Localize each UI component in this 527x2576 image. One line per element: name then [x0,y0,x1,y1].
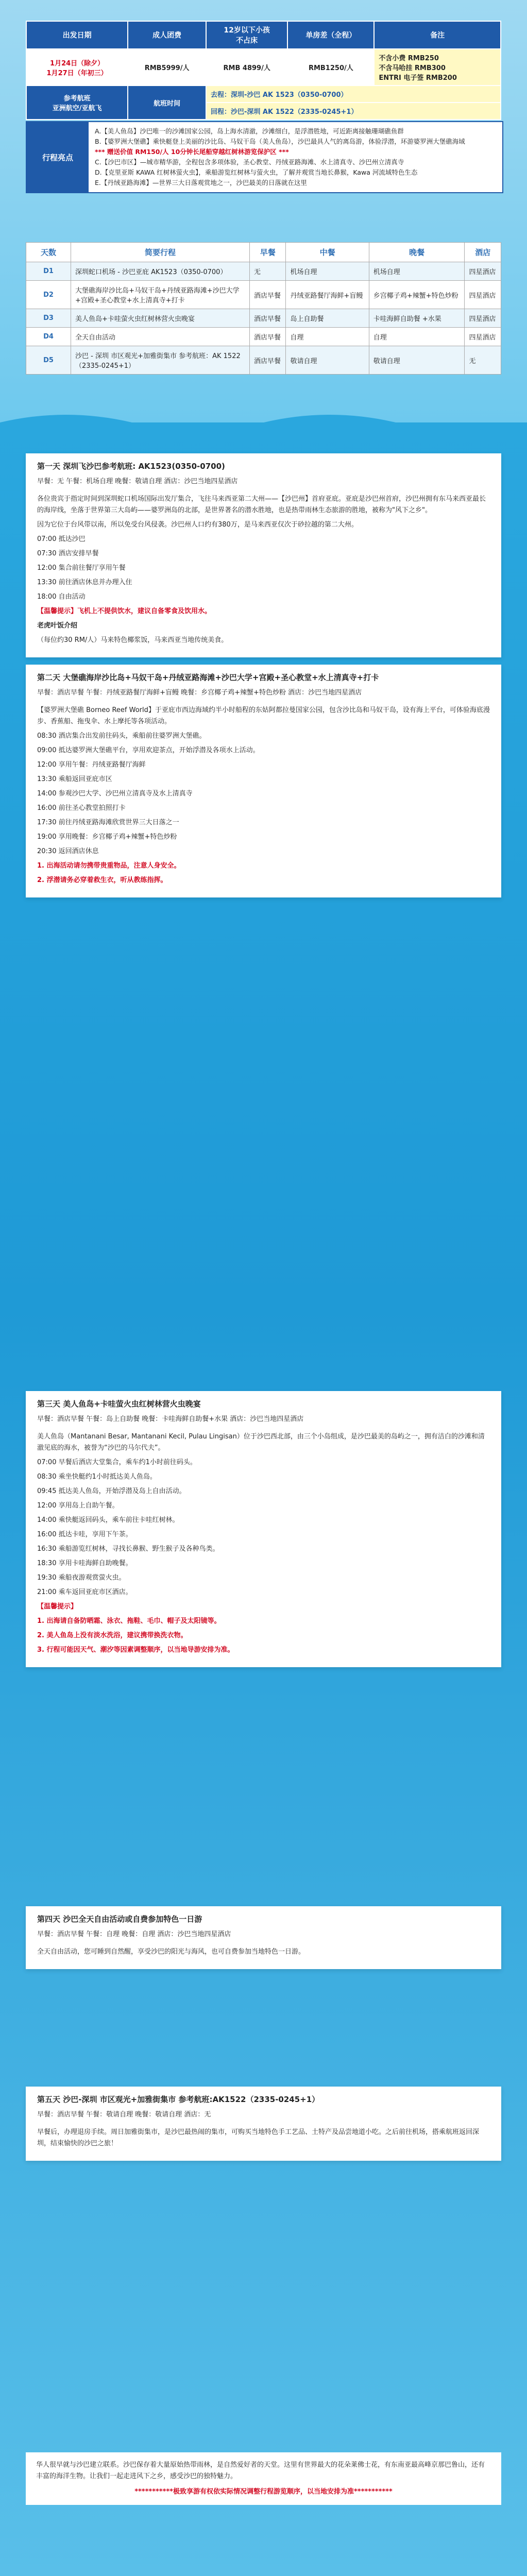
itin-lunch: 自理 [286,328,369,346]
highlights-section [26,121,503,193]
itinerary-section [26,242,501,375]
itin-header-hotel: 酒店 [465,243,501,262]
intro-text: 华人很早就与沙巴建立联系。沙巴保存着大量原始热带雨林，是自然爱好者的天堂。这里有世界最大的花朵莱佛士花，有东南亚最高峰京那巴鲁山，还有丰富的海洋生物。让我们一起走进风下之乡，感受沙巴的独特魅力。 [36,2461,485,2480]
itin-day: D3 [26,309,71,328]
flight-time-label: 航班时间 [128,86,206,120]
wave-divider [0,407,527,438]
itin-plan: 美人鱼岛+卡哇萤火虫红树林营火虫晚宴 [71,309,250,328]
price-header-child: 12岁以下小孩 不占床 [206,21,287,49]
itin-header-lunch: 中餐 [286,243,369,262]
day2-title: 第二天 大堡礁海岸沙比岛+马奴干岛+丹绒亚路海滩+沙巴大学+宫殿+圣心教堂+水上清真寺+打卡 [26,665,501,686]
day4-body [26,1942,501,1969]
itin-hotel: 四星酒店 [465,328,501,346]
day3-para: 21:00 乘车返回亚庇市区酒店。 [37,1588,132,1596]
day3-note: 2. 美人鱼岛上没有淡水洗浴，建议携带换洗衣物。 [37,1632,188,1639]
highlight-item: D.【克里亚斯 KAWA 红树林萤火虫】，乘船游览红树林与萤火虫，了解并观赏当地长鼻猴，Kawa 河流域特色生态 [95,168,418,176]
day2-para: 09:00 抵达婆罗洲大堡礁平台，享用欢迎茶点，开始浮潜及各项水上活动。 [37,747,260,754]
highlight-item: E.【丹绒亚路海滩】—世界三大日落观赏地之一，沙巴最美的日落就在这里 [95,179,307,187]
itin-dinner: 敬请自理 [369,346,465,375]
day2-para: 14:00 参观沙巴大学、沙巴州立清真寺及水上清真寺 [37,790,193,798]
day1-food-title: 老虎叶饭介绍 [37,622,78,630]
itin-day: D5 [26,346,71,375]
day1-note: 【温馨提示】飞机上不提供饮水，建议自备零食及饮用水。 [37,607,212,615]
itin-breakfast: 酒店早餐 [250,309,286,328]
day3-notes-title: 【温馨提示】 [37,1603,78,1611]
itinerary-table [26,242,501,375]
day2-para: 17:30 前往丹绒亚路海滩欣赏世界三大日落之一 [37,819,179,826]
banner-text: ***********极致享游有权依实际情况调整行程游览顺序，以当地安排为准*********** [134,2488,393,2496]
itin-hotel: 四星酒店 [465,262,501,281]
highlights-list [89,122,502,192]
itin-header-plan: 简要行程 [71,243,250,262]
itin-breakfast: 酒店早餐 [250,328,286,346]
price-header-single: 单房差（全程） [287,21,374,49]
itin-breakfast: 酒店早餐 [250,281,286,309]
day2-para: 13:30 乘船返回亚庇市区 [37,775,112,783]
highlight-item: *** 赠送价值 RM150/人 10分钟长尾船穿越红树林游览保护区 *** [95,148,289,156]
day3-para: 18:30 享用卡哇海鲜自助晚餐。 [37,1560,132,1567]
day3-note: 3. 行程可能因天气、潮汐等因素调整顺序，以当地导游安排为准。 [37,1646,234,1654]
itin-day: D2 [26,281,71,309]
day4-para: 全天自由活动，您可睡到自然醒，享受沙巴的阳光与海风，也可自费参加当地特色一日游。 [37,1948,305,1956]
day3-para: 16:30 乘船游览红树林，寻找长鼻猴、野生猴子及各种鸟类。 [37,1545,219,1553]
price-header-adult: 成人团费 [128,21,206,49]
price-date-1: 1月24日（除夕） [50,59,105,67]
day3-para: 14:00 乘快艇返回码头，乘车前往卡哇红树林。 [37,1516,179,1524]
itin-hotel: 四星酒店 [465,281,501,309]
day2-card [26,665,501,897]
price-date-2: 1月27日（年初三） [46,69,108,77]
day1-card [26,453,501,657]
day5-para: 早餐后，办理退房手续。周日加雅街集市，是沙巴最热闹的集市，可购买当地特色手工艺品、土特产及品尝地道小吃。之后前往机场，搭乘航班返回深圳，结束愉快的沙巴之旅！ [37,2128,480,2147]
day3-para: 09:45 抵达美人鱼岛，开始浮潜及岛上自由活动。 [37,1487,186,1495]
itin-lunch: 岛上自助餐 [286,309,369,328]
day5-title: 第五天 沙巴-深圳 市区观光+加雅街集市 参考航班:AK1522（2335-0245+1） [26,2087,501,2108]
day2-meals: 早餐：酒店早餐 午餐：丹绒亚路餐厅海鲜+盲鳗 晚餐：乡宫椰子鸡+辣蟹+特色炒粉 酒店：沙巴当地四星酒店 [37,689,362,697]
itin-day: D1 [26,262,71,281]
day2-para: 19:00 享用晚餐：乡宫椰子鸡+辣蟹+特色炒粉 [37,833,177,841]
itin-plan: 全天自由活动 [71,328,250,346]
itin-hotel: 无 [465,346,501,375]
day2-para: 20:30 返回酒店休息 [37,848,99,855]
itin-breakfast: 酒店早餐 [250,346,286,375]
day2-body [26,701,501,897]
itin-hotel: 四星酒店 [465,309,501,328]
day5-body [26,2123,501,2161]
itin-day: D4 [26,328,71,346]
day3-para: 07:00 早餐后酒店大堂集合，乘车约1小时前往码头。 [37,1459,197,1466]
day3-meals: 早餐：酒店早餐 午餐：岛上自助餐 晚餐：卡哇海鲜自助餐+水果 酒店：沙巴当地四星酒店 [37,1415,304,1423]
day2-para: 16:00 前往圣心教堂拍照打卡 [37,804,126,812]
day1-body [26,489,501,657]
price-adult: RMB5999/人 [128,49,206,86]
day3-title: 第三天 美人鱼岛+卡哇萤火虫红树林营火虫晚宴 [26,1391,501,1412]
price-dates [26,49,128,86]
highlights-label: 行程亮点 [27,122,89,192]
itin-header-breakfast: 早餐 [250,243,286,262]
itin-plan: 大堡礁海岸沙比岛+马奴干岛+丹绒亚路海滩+沙巴大学+宫殿+圣心教堂+水上清真寺+打卡 [71,281,250,309]
itin-dinner: 机场自理 [369,262,465,281]
day3-para: 美人鱼岛（Mantanani Besar, Mantanani Kecil, Pulau Lingisan）位于沙巴西北部，由三个小岛组成，是沙巴最美的岛屿之一，拥有洁白的沙滩和清澈见底的海水，被誉为“沙巴的马尔代夫”。 [37,1433,485,1452]
day1-para: 07:30 酒店安排早餐 [37,550,99,557]
itin-header-dinner: 晚餐 [369,243,465,262]
day3-para: 08:30 乘坐快艇约1小时抵达美人鱼岛。 [37,1473,157,1481]
itin-lunch: 敬请自理 [286,346,369,375]
day2-para: 12:00 享用午餐：丹绒亚路餐厅海鲜 [37,761,146,769]
flight-label: 参考航班 亚洲航空/亚航飞 [26,86,128,120]
price-table [26,21,501,120]
day2-note: 2. 浮潜请务必穿着救生衣，听从教练指挥。 [37,876,167,884]
price-table-section [26,21,501,120]
day2-para: 【婆罗洲大堡礁 Borneo Reef World】于亚庇市西边海域约半小时船程的东姑阿都拉曼国家公园，包含沙比岛和马奴干岛，设有海上平台，可体验海底漫步、香蕉船、拖曳伞、水上摩托等各项活动。 [37,706,490,725]
day1-para: 12:00 集合前往餐厅享用午餐 [37,564,126,572]
price-child: RMB 4899/人 [206,49,287,86]
itin-breakfast: 无 [250,262,286,281]
flight-outbound: 去程：深圳-沙巴 AK 1523（0350-0700） [206,86,501,103]
itin-lunch: 机场自理 [286,262,369,281]
day3-note: 1. 出海请自备防晒霜、泳衣、拖鞋、毛巾、帽子及太阳镜等。 [37,1617,221,1625]
day1-para: 因为它位于台风带以南，所以免受台风侵袭。沙巴州人口约有380万，是马来西亚仅次于砂拉越的第二大州。 [37,521,358,529]
itin-lunch: 丹绒亚路餐厅海鲜+盲鳗 [286,281,369,309]
day4-card [26,1906,501,1969]
price-single: RMB1250/人 [287,49,374,86]
day2-para: 08:30 酒店集合出发前往码头，乘船前往婆罗洲大堡礁。 [37,732,206,740]
day4-meals: 早餐：酒店早餐 午餐：自理 晚餐：自理 酒店：沙巴当地四星酒店 [37,1930,231,1938]
day3-body [26,1427,501,1667]
day2-note: 1. 出海活动请勿携带贵重物品，注意人身安全。 [37,862,181,870]
day1-para: 各位贵宾于指定时间到深圳蛇口机场国际出发厅集合，飞往马来西亚第二大州——【沙巴州】首府亚庇。亚庇是沙巴州首府，沙巴州拥有东马来西亚最长的海岸线，坐落于世界第三大岛屿——婆罗洲岛的北部，是世界著名的潜水胜地，也是热带雨林生态旅游的胜地，被称为"风下之乡"。 [37,495,486,514]
day4-title: 第四天 沙巴全天自由活动或自费参加特色一日游 [26,1906,501,1927]
price-header-date: 出发日期 [26,21,128,49]
itin-dinner: 自理 [369,328,465,346]
day1-para: 07:00 抵达沙巴 [37,535,86,543]
day5-card [26,2087,501,2161]
highlight-item: B.【婆罗洲大堡礁】乘快艇登上美丽的沙比岛、马奴干岛（美人鱼岛），沙巴最具人气的离岛游，体验浮潜，环游婆罗洲大堡礁海域 [95,138,465,145]
day1-para: 18:00 自由活动 [37,593,86,601]
day1-para: 13:30 前往酒店休息并办理入住 [37,579,132,586]
itin-dinner: 乡宫椰子鸡+辣蟹+特色炒粉 [369,281,465,309]
day1-food-text: （每位约30 RM/人）马来特色椰浆饭，马来西亚当地传统美食。 [37,636,228,644]
itin-header-day: 天数 [26,243,71,262]
day3-para: 19:30 乘船夜游观赏萤火虫。 [37,1574,126,1582]
itin-plan: 沙巴 - 深圳 市区观光+加雅街集市 参考航班：AK 1522（2335-0245+1） [71,346,250,375]
day1-title: 第一天 深圳飞沙巴参考航班: AK1523(0350-0700) [26,453,501,474]
price-header-note: 备注 [374,21,501,49]
day1-meals: 早餐：无 午餐：机场自理 晚餐：敬请自理 酒店：沙巴当地四星酒店 [37,478,238,485]
day3-card [26,1391,501,1667]
highlight-item: A.【美人鱼岛】沙巴唯一的沙滩国家公园，岛上海水清澈，沙滩细白，是浮潜胜地，可近距离接触珊瑚礁鱼群 [95,127,404,135]
flight-return: 回程：沙巴-深圳 AK 1522（2335-0245+1） [206,103,501,120]
day5-meals: 早餐：酒店早餐 午餐：敬请自理 晚餐：敬请自理 酒店：无 [37,2111,211,2119]
highlight-item: C.【沙巴市区】—城市精华游，全程包含多项体验，圣心教堂、丹绒亚路海滩、水上清真寺、沙巴州立清真寺 [95,158,404,166]
intro-section [26,2452,501,2505]
price-note: 不含小费 RMB250 不含马哈挂 RMB300 ENTRI 电子签 RMB200 [374,49,501,86]
day3-para: 12:00 享用岛上自助午餐。 [37,1502,119,1510]
day3-para: 16:00 抵达卡哇，享用下午茶。 [37,1531,132,1538]
itin-plan: 深圳蛇口机场 - 沙巴亚庇 AK1523（0350-0700） [71,262,250,281]
itin-dinner: 卡哇海鲜自助餐 +水果 [369,309,465,328]
